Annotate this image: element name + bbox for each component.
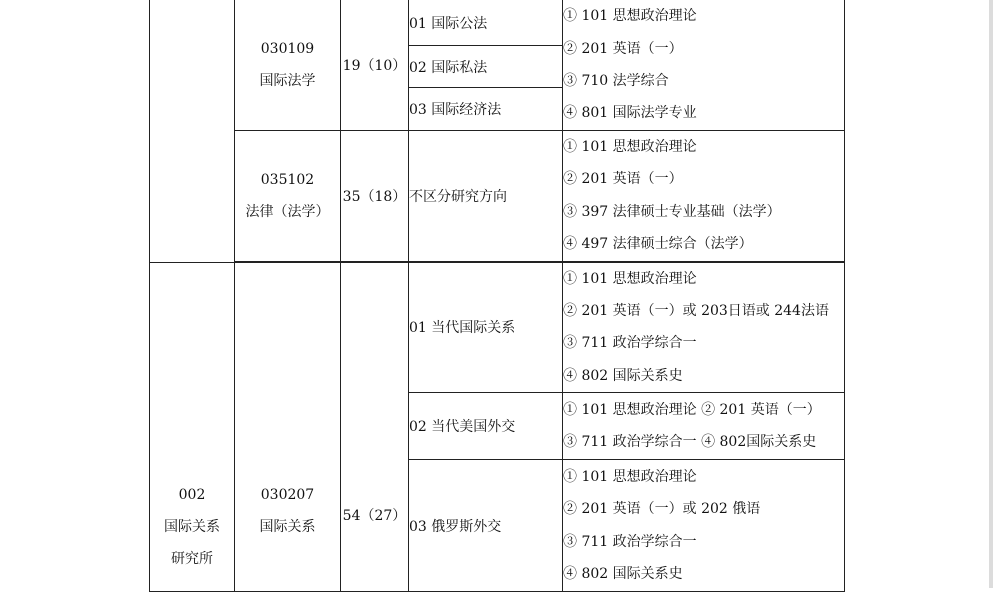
table-row [150, 131, 845, 262]
major-code: 030109 [260, 41, 315, 57]
exam-subject: ③ 711 政治学综合一 [563, 335, 697, 352]
enrollment-cell [341, 0, 409, 131]
exam-subject: ① 101 思想政治理论 ② 201 英语（一） [563, 402, 821, 419]
direction-label: 02 当代美国外交 [409, 419, 516, 436]
exam-subject: ③ 710 法学综合 [563, 73, 669, 89]
major-code: 035102 [260, 171, 315, 188]
enrollment-count: 19（10） [342, 58, 407, 74]
direction-label: 不区分研究方向 [409, 188, 507, 205]
exam-subject: ② 201 英语（一） [563, 171, 683, 188]
page-right-edge [989, 0, 993, 588]
major-cell [235, 262, 341, 592]
exam-subject: ② 201 英语（一）或 203日语或 244法语 [563, 303, 829, 320]
institute-name: 研究所 [171, 551, 213, 568]
direction-label: 02 国际私法 [409, 59, 488, 76]
direction-label: 01 当代国际关系 [409, 320, 516, 337]
exam-subjects-cell [563, 460, 845, 592]
table-row [150, 0, 845, 46]
exam-subject: ④ 497 法律硕士综合（法学） [563, 236, 753, 253]
institute-cell [150, 262, 235, 592]
major-name: 国际关系 [259, 519, 316, 536]
exam-subject: ① 101 思想政治理论 [563, 8, 697, 25]
exam-subject: ② 201 英语（一） [563, 40, 683, 57]
direction-cell [409, 393, 563, 460]
exam-subjects-cell [563, 393, 845, 460]
exam-subjects-cell [563, 131, 845, 262]
direction-label: 03 国际经济法 [409, 102, 502, 118]
exam-subject: ① 101 思想政治理论 [563, 468, 697, 485]
institute-cell [150, 0, 235, 262]
exam-subjects-cell [563, 262, 845, 393]
exam-subject: ③ 711 政治学综合一 [563, 533, 697, 550]
direction-cell [409, 46, 563, 88]
exam-subject: ③ 397 法律硕士专业基础（法学） [563, 203, 781, 220]
institute-name: 国际关系 [164, 519, 220, 536]
major-code: 030207 [260, 487, 315, 504]
direction-cell [409, 88, 563, 131]
major-cell [235, 0, 341, 131]
exam-subject: ④ 802 国际关系史 [563, 566, 683, 583]
exam-subject: ③ 711 政治学综合一 ④ 802国际关系史 [563, 434, 817, 451]
direction-label: 03 俄罗斯外交 [409, 518, 502, 535]
enrollment-count: 54（27） [342, 508, 407, 525]
direction-cell [409, 262, 563, 393]
direction-cell [409, 0, 563, 46]
exam-subject: ① 101 思想政治理论 [563, 270, 697, 287]
exam-subject: ② 201 英语（一）或 202 俄语 [563, 501, 761, 518]
exam-subject: ① 101 思想政治理论 [563, 139, 697, 155]
enrollment-cell [341, 262, 409, 592]
exam-subject: ④ 802 国际关系史 [563, 367, 683, 384]
exam-subjects-cell [563, 0, 845, 131]
major-name: 法律（法学） [245, 203, 330, 220]
enrollment-cell [341, 131, 409, 262]
major-cell [235, 131, 341, 262]
direction-cell [409, 131, 563, 262]
exam-subject: ④ 801 国际法学专业 [563, 105, 697, 122]
enrollment-plan-table [149, 0, 845, 592]
direction-label: 01 国际公法 [409, 15, 488, 32]
enrollment-count: 35（18） [342, 188, 407, 205]
institute-code: 002 [178, 487, 206, 504]
table-row [150, 262, 845, 393]
direction-cell [409, 460, 563, 592]
major-name: 国际法学 [259, 73, 316, 89]
